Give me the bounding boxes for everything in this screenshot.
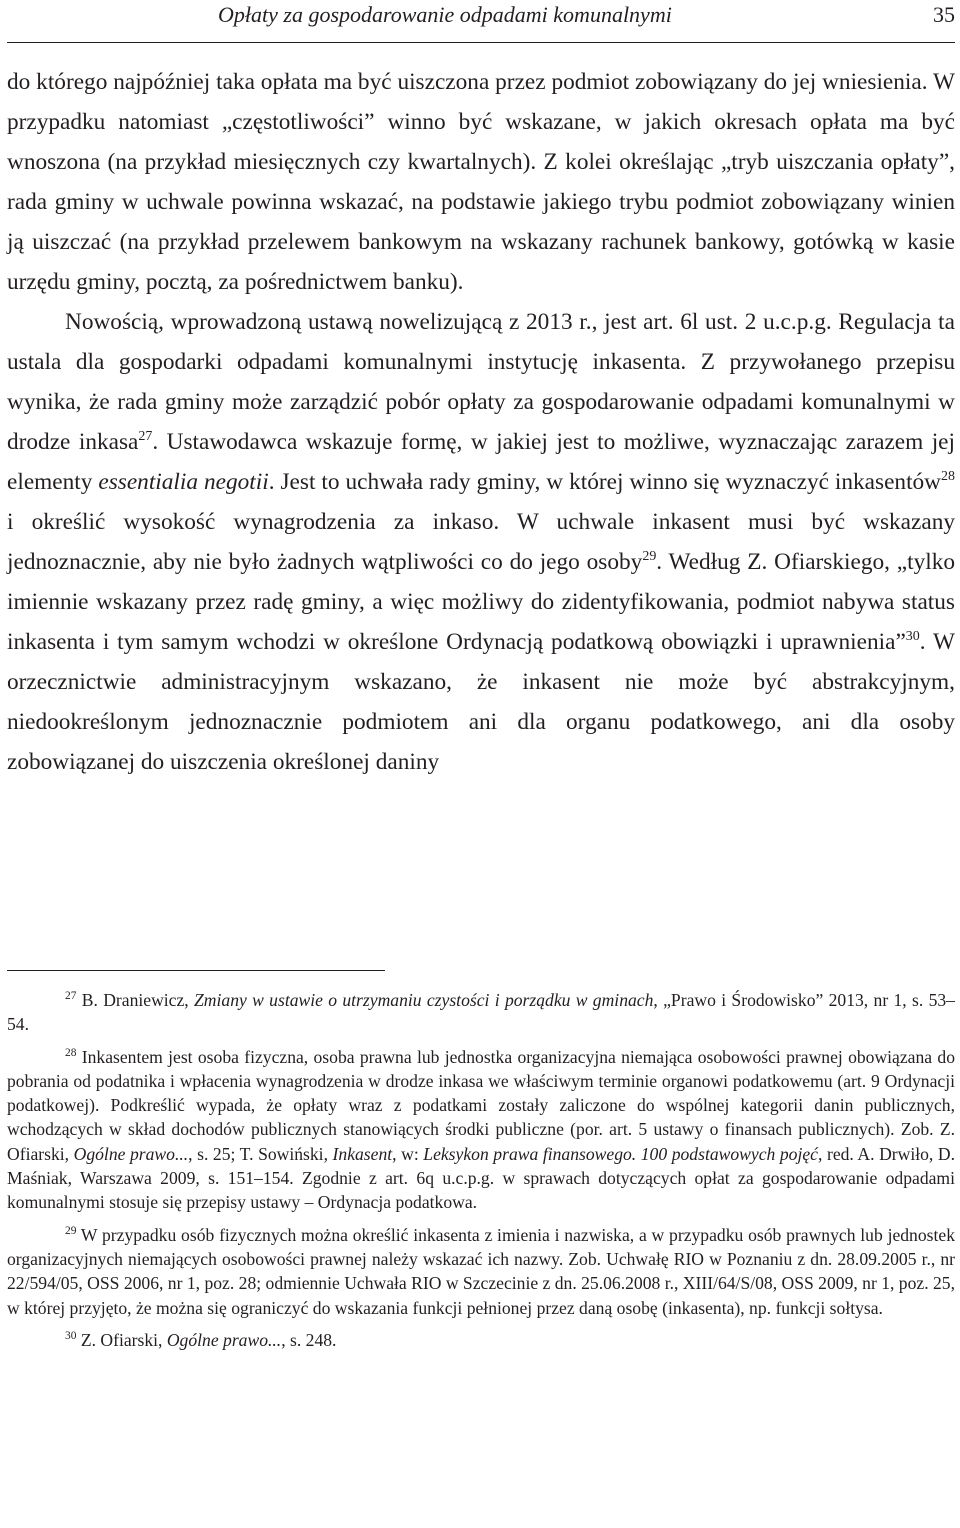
running-title: Opłaty za gospodarowanie odpadami komunalnymi	[218, 2, 672, 27]
footnote: $^{29}$ W przypadku osób fizycznych można określić inkasenta z imienia i nazwiska, a w przypadku osób prawnych lub jednostek organizacyjnych niemających osobowości prawnej należy wskazać ich nazwy. Zob. Uchwałę RIO w Poznaniu z dn. 28.09.2005 r., nr 22/594/05, OSS 2006, nr 1, poz. 28; odmiennie Uchwała RIO w Szczecinie z dn. 25.06.2008 r., XIII/64/S/08, OSS 2009, nr 1, poz. 25, w której przyjęto, że można się ograniczyć do wskazania funkcji pełnionej przez daną osobę (inkasenta), np. funkcji sołtysa.	[7, 1224, 956, 1318]
footnote-number: 29	[65, 1224, 77, 1237]
latin-term: essentialia negotii	[98, 469, 269, 495]
document-page	[7, 0, 955, 1528]
footnote-number: 27	[65, 990, 77, 1003]
page-number: 35	[933, 2, 955, 27]
header-rule	[7, 42, 955, 43]
footnote: $^{27}$ B. Draniewicz, Zmiany w ustawie o utrzymaniu czystości i porządku w gminach, „Prawo i Środowisko” 2013, nr 1, s. 53–54.	[7, 990, 955, 1035]
footnote-separator	[7, 970, 385, 971]
footnotes	[7, 988, 955, 1360]
footnote-ref[interactable]: 30	[905, 629, 920, 645]
footnote-ref[interactable]: 28	[941, 469, 955, 485]
footnote-ref[interactable]: 27	[138, 429, 153, 445]
footnote-number: 28	[65, 1046, 77, 1059]
running-header	[7, 0, 955, 34]
footnote-number: 30	[65, 1330, 77, 1342]
footnote: $^{28}$ Inkasentem jest osoba fizyczna, osoba prawna lub jednostka organizacyjna niemająca osobowości prawnej obowiązana do pobrania od podatnika i wpłacenia wynagrodzenia w drodze inkasa we właściwym terminie organowi podatkowemu (art. 9 Ordynacji podatkowej). Podkreślić wypada, że opłaty wraz z podatkami zostały zaliczone do wspólnej kategorii danin publicznych, wchodzących w skład dochodów publicznych stanowiących środki publiczne (por. art. 5 ustawy o finansach publicznych). Zob. Z. Ofiarski, Ogólne prawo..., s. 25; T. Sowiński, Inkasent, w: Leksykon prawa finansowego. 100 podstawowych pojęć, red. A. Drwiło, D. Maśniak, Warszawa 2009, s. 151–154. Zgodnie z art. 6q u.c.p.g. w sprawach dotyczących opłat za gospodarowanie odpadami komunalnymi stosuje się przepisy ustawy – Ordynacja podatkowa.	[7, 1046, 956, 1213]
footnote: $^{30}$ Z. Ofiarski, Ogólne prawo..., s. 248.	[65, 1329, 337, 1350]
paragraph: do którego najpóźniej taka opłata ma być uiszczona przez podmiot zobowiązany do jej wniesienia. W przypadku natomiast „częstotliwości” winno być wskazane, w jakich okresach opłata ma być wnoszona (na przykład miesięcznych czy kwartalnych). Z kolei określając „tryb uiszczania opłaty”, rada gminy w uchwale powinna wskazać, na podstawie jakiego trybu podmiot zobowiązany winien ją uiszczać (na przykład przelewem bankowym na wskazany rachunek bankowy, gotówką w kasie urzędu gminy, pocztą, za pośrednictwem banku).	[7, 69, 955, 295]
footnote-ref[interactable]: 29	[642, 549, 657, 565]
paragraph: Nowością, wprowadzoną ustawą nowelizującą z 2013 r., jest art. 6l ust. 2 u.c.p.g. Regulacja ta ustala dla gospodarki odpadami komunalnymi instytucję inkasenta. Z przywołanego przepisu wynika, że rada gminy może zarządzić pobór opłaty za gospodarowanie odpadami komunalnymi w drodze inkasa$^{27}$. Ustawodawca wskazuje formę, w jakiej jest to możliwe, wyznaczając zarazem jej elementy essentialia negotii. Jest to uchwała rady gminy, w której winno się wyznaczyć inkasentów$^{28}$ i określić wysokość wynagrodzenia za inkaso. W uchwale inkasent musi być wskazany jednoznacznie, aby nie było żadnych wątpliwości co do jego osoby$^{29}$. Według Z. Ofiarskiego, „tylko imiennie wskazany przez radę gminy, a więc możliwy do zidentyfikowania, podmiot nabywa status inkasenta i tym samym wchodzi w określone Ordynacją podatkową obowiązki i uprawnienia”$^{30}$. W orzecznictwie administracyjnym wskazano, że inkasent nie może być abstrakcyjnym, niedookreślonym jednoznacznie podmiotem ani dla organu podatkowego, ani dla osoby zobowiązanej do uiszczenia określonej daniny	[7, 309, 955, 775]
main-text	[7, 62, 955, 782]
